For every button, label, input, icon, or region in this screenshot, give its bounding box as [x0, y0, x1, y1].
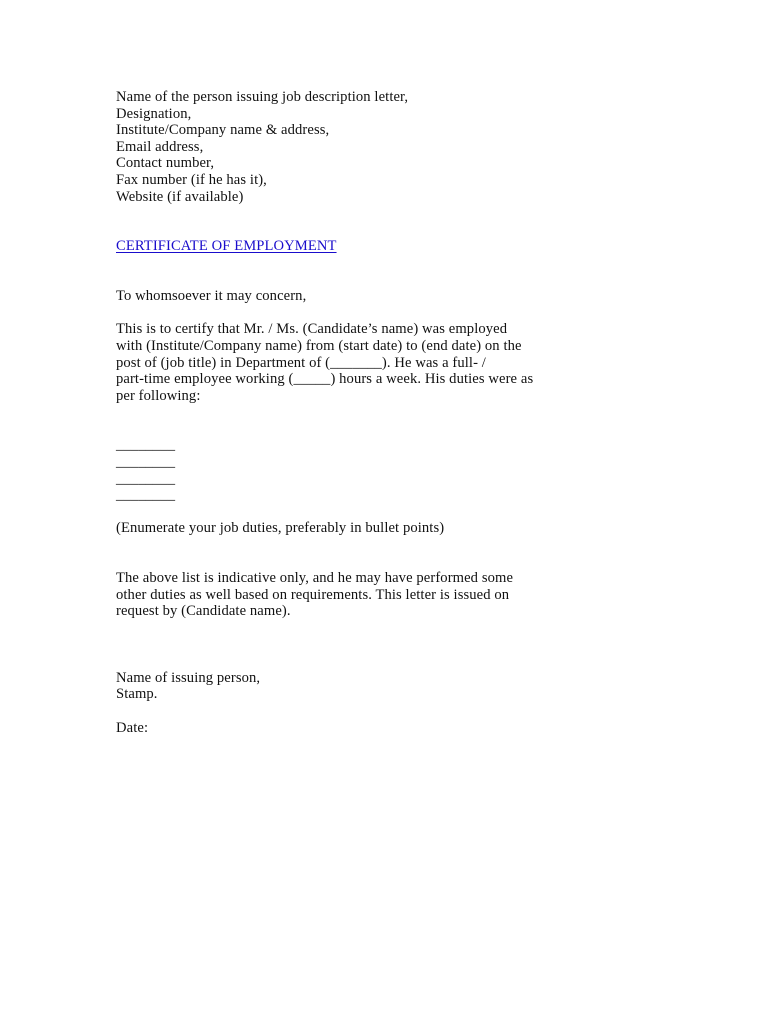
salutation: To whomsoever it may concern,	[116, 288, 307, 305]
sender-line-email: Email address,	[116, 138, 204, 155]
spacer	[116, 537, 656, 570]
duty-blank: ________	[116, 487, 176, 504]
letter-body	[116, 89, 656, 736]
spacer	[116, 703, 656, 720]
paragraph-line: part-time employee working (_____) hours a week. His duties were as	[116, 371, 534, 388]
closing-paragraph	[116, 570, 656, 620]
spacer	[116, 620, 656, 670]
sender-line-contact: Contact number,	[116, 155, 215, 172]
signature-block	[116, 670, 656, 736]
paragraph-line: with (Institute/Company name) from (start date) to (end date) on the	[116, 337, 522, 354]
paragraph-line: The above list is indicative only, and he may have performed some	[116, 570, 514, 587]
sender-block	[116, 89, 656, 205]
duties-note: (Enumerate your job duties, preferably in bullet points)	[116, 520, 445, 537]
paragraph-line: This is to certify that Mr. / Ms. (Candidate’s name) was employed	[116, 321, 508, 338]
sender-line-fax: Fax number (if he has it),	[116, 171, 267, 188]
sender-line-name: Name of the person issuing job description letter,	[116, 89, 409, 105]
sender-line-address: Institute/Company name & address,	[116, 122, 330, 139]
duty-blank: ________	[116, 437, 176, 454]
duty-blank: ________	[116, 470, 176, 487]
spacer	[116, 504, 656, 521]
spacer	[116, 404, 656, 437]
sender-line-website: Website (if available)	[116, 188, 244, 205]
paragraph-line: request by (Candidate name).	[116, 603, 291, 620]
spacer	[116, 205, 656, 238]
spacer	[116, 255, 656, 288]
spacer	[116, 305, 656, 322]
certificate-title: CERTIFICATE OF EMPLOYMENT	[116, 238, 337, 255]
paragraph-line: other duties as well based on requirements. This letter is issued on	[116, 586, 510, 603]
certification-paragraph	[116, 321, 656, 404]
paragraph-line: per following:	[116, 387, 201, 404]
date-line: Date:	[116, 719, 149, 736]
stamp-line: Stamp.	[116, 686, 158, 703]
sender-line-designation: Designation,	[116, 105, 192, 122]
duty-blank: ________	[116, 454, 176, 471]
paragraph-line: post of (job title) in Department of (_______). He was a full- /	[116, 354, 486, 371]
issuer-name-line: Name of issuing person,	[116, 669, 261, 686]
duties-list	[116, 437, 656, 503]
